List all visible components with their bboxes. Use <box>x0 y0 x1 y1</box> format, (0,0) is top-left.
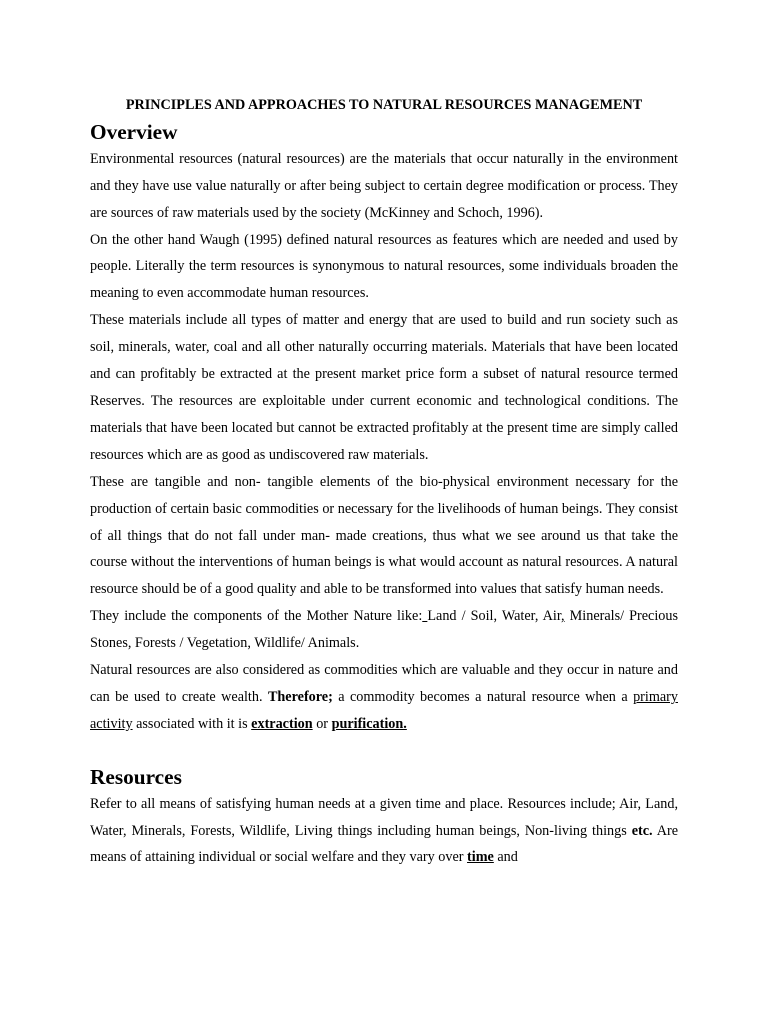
document-title: PRINCIPLES AND APPROACHES TO NATURAL RESOURCES MANAGEMENT <box>125 97 643 113</box>
overview-paragraph-5 <box>90 603 678 657</box>
overview-paragraph-1: Environmental resources (natural resources) are the materials that occur naturally in the environment and they have use value naturally or after being subject to certain degree modification or process. They are sources of raw materials used by the society (McKinney and Schoch, 1996). <box>90 150 678 221</box>
resources-paragraph-1 <box>90 791 678 872</box>
section-spacer <box>90 738 678 764</box>
resources-text-c: and <box>493 849 518 866</box>
overview-paragraph-4: These are tangible and non- tangible elements of the bio-physical environment necessary for the production of certain basic commodities or necessary for the livelihoods of human beings. They consist of all things that do not fall under man- made creations, thus what we see around us that take the course without the interventions of human beings is what would account as natural resources. A natural resource should be of a good quality and able to be transformed into values that satisfy human needs. <box>90 473 678 598</box>
overview-paragraph-2: On the other hand Waugh (1995) defined natural resources as features which are needed and used by people. Literally the term resources is synonymous to natural resources, some individuals broaden the meaning to even accommodate human resources. <box>90 231 678 302</box>
overview-paragraph-3: These materials include all types of matter and energy that are used to build and run society such as soil, minerals, water, coal and all other naturally occurring materials. Materials that have been located and can profitably be extracted at the present market price form a subset of natural resource termed Reserves. The resources are exploitable under current economic and technological conditions. The materials that have been located but cannot be extracted profitably at the present time are simply called resources which are as good as undiscovered raw materials. <box>90 312 678 463</box>
overview-heading: Overview <box>90 119 178 144</box>
p5-underlined-comma: , <box>561 608 565 625</box>
p5-text-after: Minerals/ Precious Stones, Forests / Vegetation, Wildlife/ Animals. <box>90 608 678 652</box>
extraction-bold-underlined: extraction <box>251 715 313 732</box>
p6-text-or: or <box>312 715 332 732</box>
p6-text-c: associated with it is <box>132 715 252 732</box>
purification-bold-underlined: purification. <box>331 715 407 732</box>
primary-activity-underlined: primary activity <box>90 688 678 732</box>
p5-text-mid: Land / Soil, Water, Air <box>427 608 562 625</box>
resources-text-a: Refer to all means of satisfying human needs at a given time and place. Resources include; Air, Land, Water, Minerals, Forests, Wildlife, Living things including human beings, Non-living things <box>90 795 678 839</box>
therefore-bold: Therefore; <box>267 688 333 705</box>
time-bold-underlined: time <box>467 849 494 866</box>
document-page <box>90 92 678 871</box>
etc-bold: etc. <box>631 822 653 839</box>
overview-paragraph-6 <box>90 657 678 738</box>
p6-text-b: a commodity becomes a natural resource when a <box>332 688 634 705</box>
resources-heading: Resources <box>90 764 182 789</box>
resources-text-b: Are means of attaining individual or social welfare and they vary over <box>90 822 679 866</box>
p6-text-a: Natural resources are also considered as commodities which are valuable and they occur in nature and can be used to create wealth. <box>90 662 678 705</box>
p5-text-before: They include the components of the Mother Nature like: <box>90 608 423 625</box>
